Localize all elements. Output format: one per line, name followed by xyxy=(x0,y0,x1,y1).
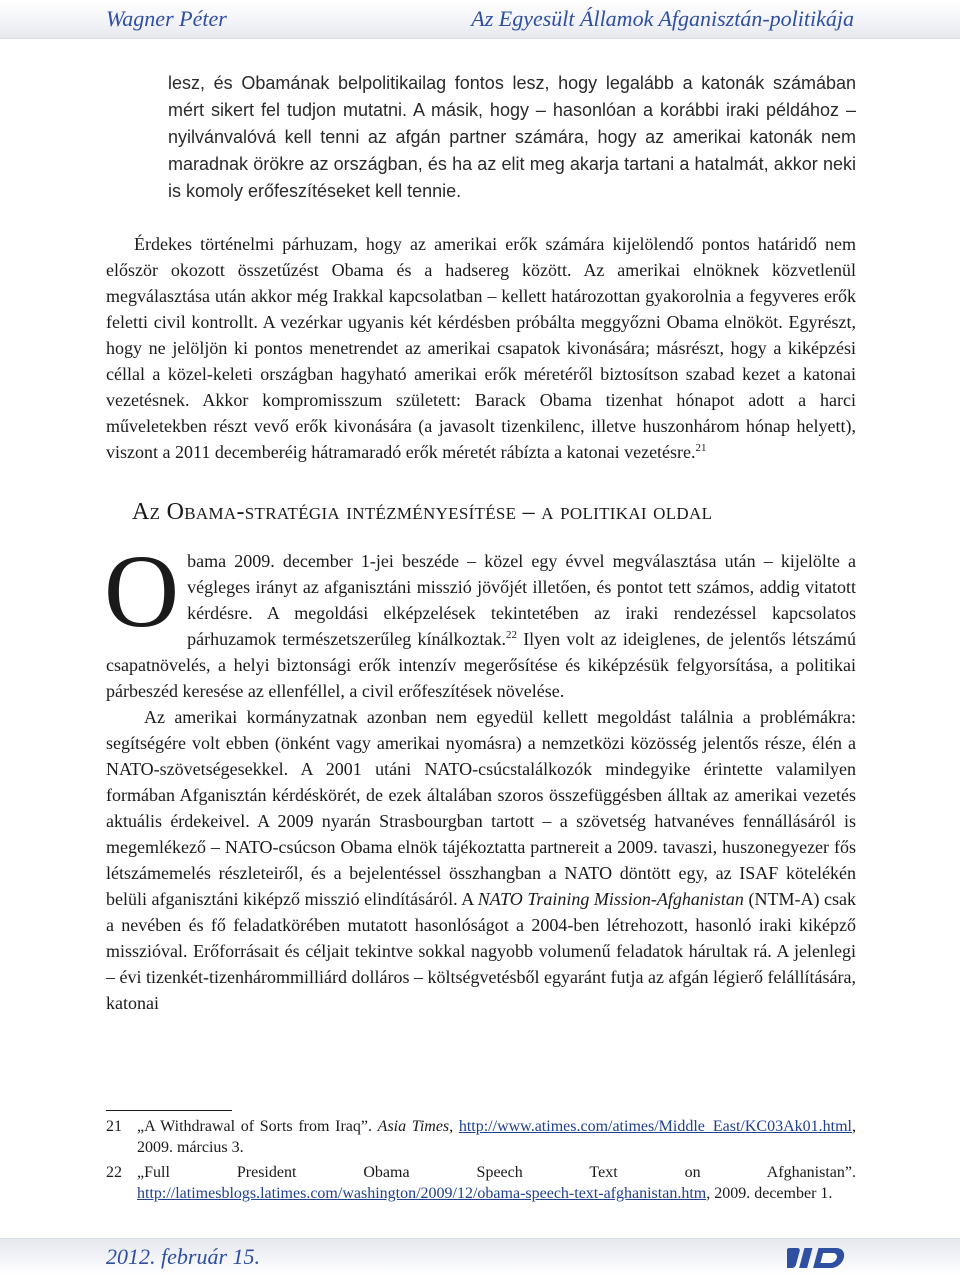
paragraph-2-text: bama 2009. december 1-jei beszéde – közel egy évvel megválasztása után – kijelölte a végleges irányt az afganisztáni misszió jövőjét illetően, és pontot tett számos, addig vitatott kérdésre. A megoldási elképzelések tekintetében az iraki rendezéssel kapcsolatos párhuzamok természetszerűleg kínálkoztak. xyxy=(187,551,856,649)
footnote-ref-22[interactable]: 22 xyxy=(505,629,517,641)
footnote-date: , 2009. december 1. xyxy=(706,1185,833,1202)
header-author: Wagner Péter xyxy=(106,6,227,31)
dropcap: O xyxy=(104,534,180,649)
footnote-21 xyxy=(106,1116,856,1158)
header-title: Az Egyesült Államok Afganisztán-politikája xyxy=(471,6,854,31)
footnote-divider xyxy=(106,1110,232,1111)
paragraph-2 xyxy=(104,534,856,704)
footnote-link[interactable]: http://latimesblogs.latimes.com/washington/2009/12/obama-speech-text-afghanistan.htm xyxy=(137,1185,707,1202)
footer-date: 2012. február 15. xyxy=(106,1244,260,1269)
page-header xyxy=(0,0,960,39)
footnote-22 xyxy=(106,1162,856,1204)
paragraph-3 xyxy=(106,704,856,1016)
publisher-logo-icon xyxy=(787,1246,857,1275)
page-footer xyxy=(0,1238,960,1275)
paragraph-3-text: Az amerikai kormányzatnak azonban nem egyedül kellett megoldást találnia a problémákra: segítségére volt ebben (önként vagy amerikai nyomásra) a nemzetközi közösség jelentős része, élén a NATO-szövetségesekkel. A 2001 utáni NATO-csúcstalálkozók mindegyike érintette valamilyen formában Afganisztán kérdéskörét, de ezek általában szoros összefüggésben álltak az amerikai vezetés aktuális érdekeivel. A 2009 nyarán Strasbourgban tartott – a szövetség hatvanéves fennállásáról is megemlékező – NATO-csúcson Obama elnök tájékoztatta partnereit a 2009. tavaszi, huszonegyezer fős létszámemelés részleteiről, és a bejelentéssel összhangban a NATO döntött egy, az ISAF kötelékén belüli afganisztáni kiképző misszió elindításáról. A xyxy=(106,707,856,909)
main-content xyxy=(106,70,856,1016)
paragraph-1 xyxy=(106,231,856,465)
paragraph-3-italic: NATO Training Mission-Afghanistan xyxy=(477,889,744,909)
footnote-number: 22 xyxy=(106,1164,122,1181)
paragraph-2-text-after: Ilyen volt az ideiglenes, de jelentős létszámú csapatnövelés, a helyi biztonsági erők intenzív megerősítése és kiképzésük felgyorsítása, a politikai párbeszéd keresése az ellenféllel, a civil erőfeszítések növelése. xyxy=(106,629,856,701)
quote-block: lesz, és Obamának belpolitikailag fontos lesz, hogy legalább a katonák számában mért sikert fel tudjon mutatni. A másik, hogy – hasonlóan a korábbi iraki példához – nyilvánvalóvá kell tenni az afgán partner számára, hogy az amerikai katonák nem maradnak örökre az országban, és ha az elit meg akarja tartani a hatalmát, akkor neki is komoly erőfeszítéseket kell tennie. xyxy=(168,73,856,201)
footnote-number: 21 xyxy=(106,1118,122,1135)
footnote-source: Asia Times, xyxy=(377,1118,454,1135)
footnote-date: , 2009. március 3. xyxy=(137,1118,856,1156)
footnote-text: „Full President Obama Speech Text on Afghanistan”. xyxy=(137,1164,856,1181)
footnote-link[interactable]: http://www.atimes.com/atimes/Middle_East/KC03Ak01.html xyxy=(458,1118,852,1135)
footnote-text: „A Withdrawal of Sorts from Iraq”. xyxy=(137,1118,378,1135)
footnote-ref-21[interactable]: 21 xyxy=(695,442,707,454)
section-heading: Az Obama-stratégia intézményesítése – a politikai oldal xyxy=(132,499,713,525)
paragraph-1-text: Érdekes történelmi párhuzam, hogy az amerikai erők számára kijelölendő pontos határidő nem először okozott összetűzést Obama és a hadsereg között. Az amerikai elnöknek közvetlenül megválasztása után akkor még Irakkal kapcsolatban – kellett határozottan gyakorolnia a fegyveres erők feletti civil kontrollt. A vezérkar ugyanis két kérdésben próbálta meggyőzni Obama elnököt. Egyrészt, hogy ne jelöljön ki pontos menetrendet az amerikai csapatok kivonására; másrészt, hogy a kiképzési céllal a közel-keleti országban hagyható amerikai erők méretéről biztosítson szabad kezet a katonai vezetésnek. Akkor kompromisszum született: Barack Obama tizenhat hónapot adott a harci műveletekben részt vevő erők kivonására (a javasolt tizenkilenc, illetve huszonhárom hónap helyett), viszont a 2011 decemberéig hátramaradó erők méretét rábízta a katonai vezetésre. xyxy=(106,234,856,462)
paragraph-3-text-after: (NTM-A) csak a nevében és fő feladatkörében mutatott hasonlóságot a 2004-ben létrehozott, hasonló iraki kiképző misszióval. Erőforrásait és céljait tekintve sokkal nagyobb volumenű feladatok hárultak rá. A jelenlegi – évi tizenkét-tizenhárommilliárd dolláros – költségvetésből egyaránt futja az afgán légierő felállítására, katonai xyxy=(106,889,857,1013)
footnotes xyxy=(106,1116,856,1208)
